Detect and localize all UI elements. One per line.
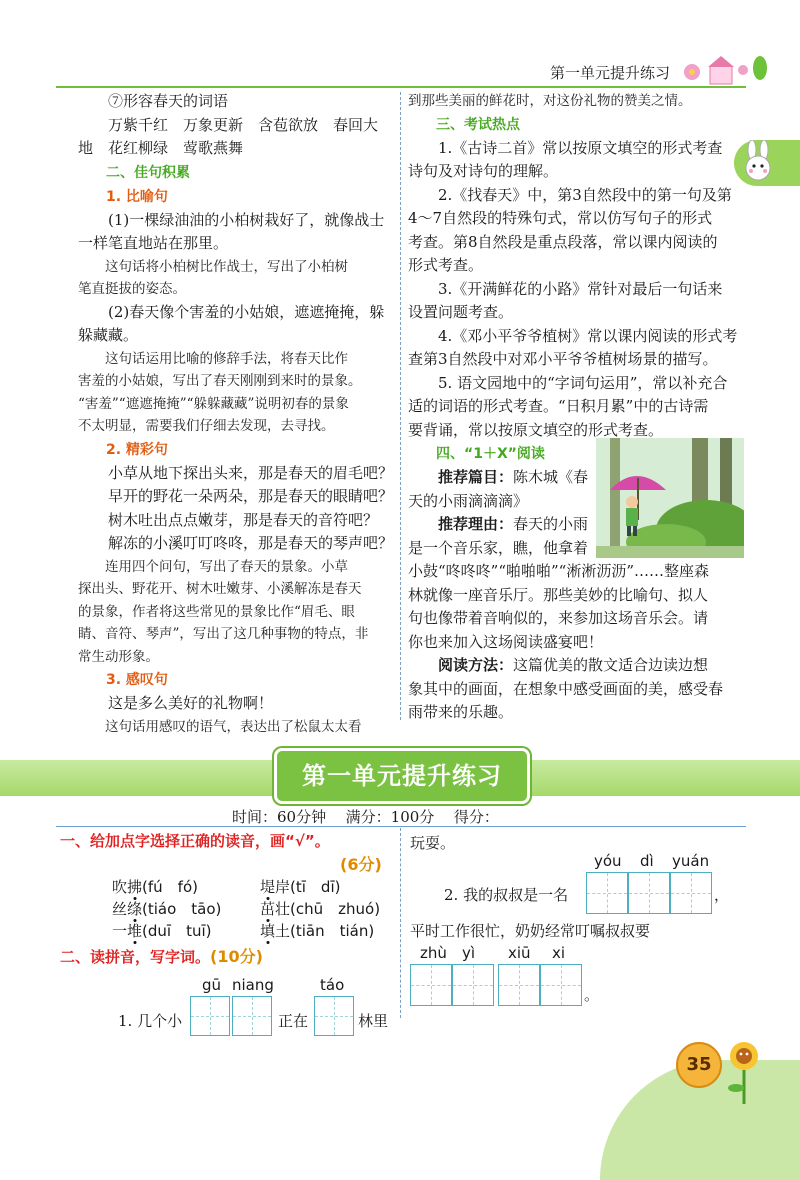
pinyin-label: niang bbox=[232, 976, 274, 994]
text-line: 5. 语文园地中的“字词句运用”，常以补充合 bbox=[438, 373, 728, 392]
note-line: 不太明显，需要我们仔细去发现，去寻找。 bbox=[78, 418, 335, 434]
text-line: 解冻的小溪叮叮咚咚，那是春天的琴声吧？ bbox=[108, 534, 394, 552]
writing-box[interactable] bbox=[314, 996, 354, 1036]
text-line: 这是多么美好的礼物啊！ bbox=[108, 694, 274, 712]
character: 茁 bbox=[260, 900, 276, 918]
full-score: 满分：100分 bbox=[345, 808, 435, 826]
pronunciation-item[interactable] bbox=[112, 898, 221, 919]
character: 填 bbox=[260, 922, 276, 940]
pinyin-label: yì bbox=[462, 944, 476, 962]
text-line: 你也来加入这场阅读盛宴吧！ bbox=[408, 632, 604, 651]
writing-box[interactable] bbox=[498, 964, 540, 1006]
header-title: 第一单元提升练习 bbox=[550, 64, 671, 82]
column-divider bbox=[400, 92, 401, 720]
text-line: 适的词语的形式考查。“日积月累”中的古诗需 bbox=[408, 397, 709, 415]
subsection-heading: 1. 比喻句 bbox=[106, 188, 168, 205]
text-line: 万紫千红 万象更新 含苞欲放 春回大 bbox=[108, 115, 379, 134]
text-line: 林就像一座音乐厅。那些美妙的比喻句、拟人 bbox=[408, 585, 709, 604]
writing-box[interactable] bbox=[628, 872, 670, 914]
note-line: 睛、音符、琴声”，写出了这几种事物的特点，非 bbox=[78, 626, 369, 642]
text-line: 早开的野花一朵两朵，那是春天的眼睛吧？ bbox=[108, 487, 394, 505]
character: 吹 bbox=[112, 878, 128, 896]
separator-line bbox=[56, 826, 746, 827]
character: 拂 bbox=[127, 878, 143, 896]
text-line: 4.《邓小平爷爷植树》常以课内阅读的形式考 bbox=[438, 326, 738, 345]
pinyin-label: zhù bbox=[420, 944, 447, 962]
text-line: 诗句及对诗句的理解。 bbox=[408, 162, 559, 180]
sentence-fragment: 2. 我的叔叔是一名 bbox=[444, 886, 569, 904]
note-line: 害羞的小姑娘，写出了春天刚刚到来时的景象。 bbox=[78, 373, 362, 389]
pinyin-options[interactable]: (duī tuī) bbox=[142, 922, 212, 940]
text-line: 躲藏藏。 bbox=[78, 326, 139, 344]
sentence-fragment: 。 bbox=[584, 986, 600, 1004]
character: 土 bbox=[275, 922, 291, 940]
text-line: 考查。第8自然段是重点段落，常以课内阅读的 bbox=[408, 232, 718, 251]
pinyin-options[interactable]: (tiáo tāo) bbox=[142, 900, 222, 918]
note-line: 这句话运用比喻的修辞手法，将春天比作 bbox=[105, 350, 348, 367]
reading-method-label: 阅读方法： bbox=[438, 656, 514, 674]
text-line: 形式考查。 bbox=[408, 256, 484, 274]
sentence-fragment: 正在 bbox=[278, 1012, 309, 1030]
text-line: 1.《古诗二首》常以按原文填空的形式考查 bbox=[438, 138, 723, 157]
pronunciation-item[interactable] bbox=[112, 876, 198, 897]
sentence-fragment: 林里 bbox=[358, 1012, 389, 1030]
character: 堤 bbox=[260, 878, 276, 896]
question-2-text: 二、读拼音，写字词。 bbox=[60, 948, 211, 966]
writing-box[interactable] bbox=[232, 996, 272, 1036]
note-line: 连用四个问句，写出了春天的景象。小草 bbox=[105, 558, 348, 575]
text-line: ⑦形容春天的词语 bbox=[108, 92, 229, 110]
writing-box[interactable] bbox=[190, 996, 230, 1036]
character: 丝 bbox=[112, 900, 128, 918]
text-line: 3.《开满鲜花的小路》常针对最后一句话来 bbox=[438, 279, 723, 298]
text-line: (2)春天像个害羞的小姑娘，遮遮掩掩，躲 bbox=[108, 302, 385, 321]
pinyin-label: dì bbox=[640, 852, 654, 870]
note-line: 的景象，作者将这些常见的景象比作“眉毛、眼 bbox=[78, 603, 355, 620]
text-line: 树木吐出点点嫩芽，那是春天的音符吧？ bbox=[108, 510, 379, 529]
score-label: 得分： bbox=[453, 808, 499, 826]
exercise-title: 第一单元提升练习 bbox=[302, 762, 502, 790]
text-line: 一样笔直地站在那里。 bbox=[78, 234, 229, 252]
note-line: 到那些美丽的鲜花时，对这份礼物的赞美之情。 bbox=[408, 93, 692, 109]
character: 堆 bbox=[127, 922, 143, 940]
recommend-title: 陈木城《春 bbox=[513, 468, 589, 486]
header-rule bbox=[56, 86, 746, 88]
question-1-title bbox=[60, 830, 330, 851]
writing-box[interactable] bbox=[410, 964, 452, 1006]
flower-house-decoration-icon bbox=[680, 50, 770, 88]
subsection-heading: 2. 精彩句 bbox=[106, 441, 168, 458]
points-label: (10分) bbox=[210, 947, 263, 966]
sunflower-icon bbox=[724, 1036, 764, 1106]
text-line: 小草从地下探出头来，那是春天的眉毛吧？ bbox=[108, 463, 394, 482]
section-heading: 四、“1＋X”阅读 bbox=[436, 446, 545, 462]
section-heading: 二、佳句积累 bbox=[106, 164, 190, 181]
note-line: “害羞”“遮遮掩掩”“躲躲藏藏”说明初春的景象 bbox=[78, 395, 349, 412]
text-line: 春天的小雨 bbox=[513, 515, 589, 533]
text-line: 是一个音乐家，瞧，他拿着 bbox=[408, 538, 589, 557]
pinyin-options[interactable]: (fú fó) bbox=[142, 878, 198, 896]
writing-box[interactable] bbox=[452, 964, 494, 1006]
sentence-fragment: 平时工作很忙，奶奶经常叮嘱叔叔要 bbox=[410, 922, 651, 940]
question-1-text: 一、给加点字选择正确的读音，画“√”。 bbox=[60, 832, 330, 850]
note-line: 这句话用感叹的语气，表达出了松鼠太太看 bbox=[105, 718, 362, 735]
reading-intro bbox=[408, 466, 598, 560]
text-line: 句也像带着音响似的，来参加这场音乐会。请 bbox=[408, 609, 709, 627]
text-line: 小鼓“咚咚咚”“啪啪啪”“淅淅沥沥”……整座森 bbox=[408, 562, 710, 580]
pinyin-options[interactable]: (tī dī) bbox=[290, 878, 341, 896]
character: 壮 bbox=[275, 900, 291, 918]
pinyin-label: yóu bbox=[594, 852, 622, 870]
pinyin-options[interactable]: (chū zhuó) bbox=[290, 900, 381, 918]
left-column bbox=[78, 90, 396, 738]
note-line: 探出头、野花开、树木吐嫩芽、小溪解冻是春天 bbox=[78, 581, 362, 597]
text-line: 天的小雨滴滴滴》 bbox=[408, 491, 529, 510]
text-line: 这篇优美的散文适合边读边想 bbox=[513, 656, 709, 674]
text-line: 设置问题考查。 bbox=[408, 303, 514, 321]
score-blank[interactable] bbox=[499, 810, 573, 827]
section-heading: 三、考试热点 bbox=[436, 116, 520, 133]
exercise-column-divider bbox=[400, 828, 401, 1018]
rain-forest-illustration bbox=[596, 438, 744, 558]
pinyin-options[interactable]: (tiān tián) bbox=[290, 922, 375, 940]
note-line: 笔直挺拔的姿态。 bbox=[78, 281, 186, 297]
text-line: (1)一棵绿油油的小柏树栽好了，就像战士 bbox=[108, 210, 385, 229]
character: 岸 bbox=[275, 878, 291, 896]
writing-box[interactable] bbox=[540, 964, 582, 1006]
pronunciation-item[interactable] bbox=[112, 920, 212, 941]
character: 一 bbox=[112, 922, 128, 940]
page-number: 35 bbox=[676, 1042, 722, 1088]
pinyin-label: xi bbox=[552, 944, 566, 962]
pinyin-label: xiū bbox=[508, 944, 531, 962]
sentence-fragment: 1. 几个小 bbox=[118, 1012, 183, 1030]
right-column bbox=[408, 90, 742, 725]
recommend-reason-label: 推荐理由： bbox=[438, 515, 514, 533]
writing-box[interactable] bbox=[670, 872, 712, 914]
text-line: 查第3自然段中对邓小平爷爷植树场景的描写。 bbox=[408, 350, 718, 368]
pronunciation-item[interactable] bbox=[260, 898, 380, 919]
text-line: 要背诵，常以按原文填空的形式考查。 bbox=[408, 420, 664, 439]
time-limit: 时间：60分钟 bbox=[232, 808, 327, 826]
pinyin-label: táo bbox=[320, 976, 345, 994]
pronunciation-item[interactable] bbox=[260, 876, 340, 897]
text-line: 地 花红柳绿 莺歌燕舞 bbox=[78, 139, 244, 157]
points-label: (6分) bbox=[340, 855, 382, 874]
note-line: 常生动形象。 bbox=[78, 648, 159, 665]
subsection-heading: 3. 感叹句 bbox=[106, 672, 168, 688]
text-line: 雨带来的乐趣。 bbox=[408, 703, 514, 721]
recommend-title-label: 推荐篇目： bbox=[438, 468, 514, 486]
sentence-fragment: ， bbox=[714, 886, 730, 904]
text-line: 象其中的画面，在想象中感受画面的美，感受春 bbox=[408, 679, 724, 698]
pinyin-label: yuán bbox=[672, 852, 710, 870]
character: 绦 bbox=[127, 900, 143, 918]
text-line: 2.《找春天》中，第3自然段中的第一句及第 bbox=[438, 185, 732, 204]
question-2-title bbox=[60, 944, 263, 967]
sentence-fragment: 玩耍。 bbox=[410, 834, 456, 852]
note-line: 这句话将小柏树比作战士，写出了小柏树 bbox=[105, 258, 348, 275]
question-1-points bbox=[340, 852, 382, 875]
text-line: 4～7自然段的特殊句式，常以仿写句子的形式 bbox=[408, 209, 713, 227]
exam-info bbox=[232, 806, 573, 827]
exercise-banner bbox=[274, 748, 530, 804]
pronunciation-item[interactable] bbox=[260, 920, 374, 941]
writing-box[interactable] bbox=[586, 872, 628, 914]
rabbit-icon bbox=[740, 140, 776, 184]
pinyin-label: gū bbox=[202, 976, 222, 994]
